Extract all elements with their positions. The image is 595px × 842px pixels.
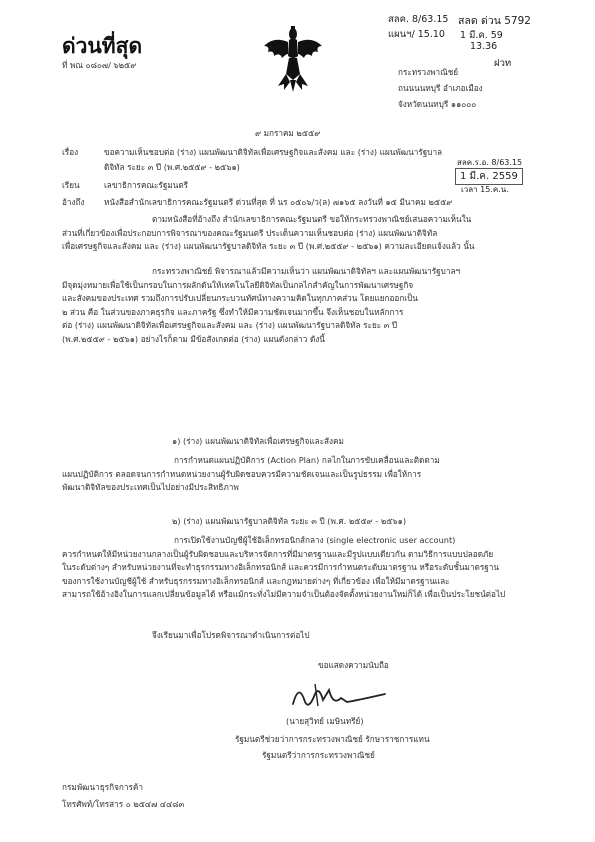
handwritten-note-left-1: สลค. 8/63.15	[388, 14, 449, 25]
paragraph-4-line: ในระดับต่างๆ สำหรับหน่วยงานที่จะทำธุรกรรมทางอิเล็กทรอนิกส์ และควรมีการกำหนดระดับมาตรฐาน หรือระดับชั้นมาตรฐาน	[62, 562, 499, 573]
paragraph-2-line: ต่อ (ร่าง) แผนพัฒนาดิจิทัลเพื่อเศรษฐกิจและสังคม และ (ร่าง) แผนพัฒนารัฐบาลดิจิทัล ระยะ ๓ ปี	[62, 320, 398, 331]
paragraph-2-line: (พ.ศ.๒๕๕๙ - ๒๕๖๑) อย่างไรก็ตาม มีข้อสังเกตต่อ (ร่าง) แผนดังกล่าว ดังนี้	[62, 333, 325, 344]
paragraph-3-line: แผนปฏิบัติการ ตลอดจนการกำหนดหน่วยงานผู้รับผิดชอบควรมีความชัดเจนและเป็นรูปธรรม เพื่อให้การ	[62, 468, 422, 479]
document-date: ๙ มกราคม ๒๕๕๙	[255, 128, 321, 138]
handwritten-note-right-4: ฝวท	[494, 58, 512, 69]
reference-label: อ้างถึง	[62, 197, 85, 207]
salutation: ขอแสดงความนับถือ	[318, 660, 389, 670]
stamp-line-1: สลค.ร.อ. 8/63.15	[457, 158, 523, 167]
handwritten-note-right-1: สลด ด่วน 5792	[458, 15, 531, 27]
paragraph-2-line: มีจุดมุ่งหมายเพื่อใช้เป็นกรอบในการผลักดันให้เทคโนโลยีดิจิทัลเป็นกลไกสำคัญในการพัฒนาเศรษฐกิจ	[62, 279, 414, 290]
section-2-title: ๒) (ร่าง) แผนพัฒนารัฐบาลดิจิทัล ระยะ ๓ ปี (พ.ศ. ๒๕๕๙ - ๒๕๖๑)	[172, 516, 407, 526]
paragraph-1	[62, 213, 532, 254]
paragraph-4	[62, 534, 532, 602]
garuda-emblem-icon	[262, 24, 324, 94]
paragraph-2	[62, 265, 532, 347]
handwritten-note-left-2: แผนฯ/ 15.10	[388, 29, 445, 40]
paragraph-3-line: การกำหนดแผนปฏิบัติการ (Action Plan) กลไกในการขับเคลื่อนและติดตาม	[174, 455, 440, 465]
document-number: ที่ พณ ๐๘๐๗/ ๖๒๕๙	[62, 60, 137, 70]
paragraph-1-line: ตามหนังสือที่อ้างถึง สำนักเลขาธิการคณะรัฐมนตรี ขอให้กระทรวงพาณิชย์เสนอความเห็นใน	[152, 214, 472, 224]
sender-line-3: จังหวัดนนทบุรี ๑๑๐๐๐	[398, 99, 477, 109]
paragraph-2-line: กระทรวงพาณิชย์ พิจารณาแล้วมีความเห็นว่า แผนพัฒนาดิจิทัลฯ และแผนพัฒนารัฐบาลฯ	[152, 266, 461, 276]
reference-value: หนังสือสำนักเลขาธิการคณะรัฐมนตรี ด่วนที่สุด ที่ นร ๐๕๐๖/ว(ล) ๗๑๖๕ ลงวันที่ ๑๕ มีนาคม ๒๕๕๙	[104, 197, 453, 207]
section-1-title: ๑) (ร่าง) แผนพัฒนาดิจิทัลเพื่อเศรษฐกิจและสังคม	[172, 436, 344, 446]
paragraph-2-line: และสังคมของประเทศ รวมถึงการปรับเปลี่ยนกระบวนทัศน์ทางความคิดในทุกภาคส่วน โดยแยกออกเป็น	[62, 293, 418, 304]
paragraph-1-line: เพื่อเศรษฐกิจและสังคม และ (ร่าง) แผนพัฒนารัฐบาลดิจิทัล ระยะ ๓ ปี (พ.ศ.๒๕๕๙ - ๒๕๖๑) ความละเอียดแจ้งแล้ว นั้น	[62, 241, 475, 252]
closing-line: จึงเรียนมาเพื่อโปรดพิจารณาดำเนินการต่อไป	[152, 630, 310, 640]
paragraph-3	[62, 454, 532, 495]
subject-line-1: ขอความเห็นชอบต่อ (ร่าง) แผนพัฒนาดิจิทัลเพื่อเศรษฐกิจและสังคม และ (ร่าง) แผนพัฒนารัฐบาล	[104, 147, 443, 157]
paragraph-4-line: ของการใช้งานบัญชีผู้ใช้ สำหรับธุรกรรมทางอิเล็กทรอนิกส์ และกฎหมายต่างๆ ที่เกี่ยวข้อง เพื่อให้มีมาตรฐานและ	[62, 575, 450, 586]
receipt-stamp	[455, 156, 575, 196]
sender-line-1: กระทรวงพาณิชย์	[398, 67, 459, 77]
to-label: เรียน	[62, 180, 80, 190]
sender-line-2: ถนนนนทบุรี อำเภอเมือง	[398, 83, 483, 93]
urgency-label: ด่วนที่สุด	[62, 34, 143, 58]
subject-label: เรื่อง	[62, 147, 79, 157]
paragraph-4-line: สามารถใช้อ้างอิงในการแลกเปลี่ยนข้อมูลได้ หรือแม้กระทั่งไม่มีความจำเป็นต้องจัดตั้งหน่วยงานใหม่ก็ได้ เพื่อเป็นประโยชน์ต่อไป	[62, 589, 506, 600]
handwritten-note-right-2: 1 มี.ค. 59	[460, 30, 503, 41]
to-value: เลขาธิการคณะรัฐมนตรี	[104, 180, 189, 190]
stamp-line-2: 1 มี.ค. 2559	[455, 168, 523, 185]
footer-phone: โทรศัพท์/โทรสาร ๐ ๒๕๔๗ ๔๔๘๓	[62, 799, 185, 809]
subject-line-2: ดิจิทัล ระยะ ๓ ปี (พ.ศ.๒๕๕๙ - ๒๕๖๑)	[104, 162, 240, 172]
handwritten-signature-icon	[285, 676, 395, 716]
paragraph-4-line: การเปิดใช้งานบัญชีผู้ใช้อิเล็กทรอนิกส์กลาง (single electronic user account)	[174, 535, 456, 545]
paragraph-4-line: ควรกำหนดให้มีหน่วยงานกลางเป็นผู้รับผิดชอบและบริหารจัดการที่มีมาตรฐานและมีรูปแบบเดียวกัน ตามวิธีการแบบปลอดภัย	[62, 548, 494, 559]
paragraph-3-line: พัฒนาดิจิทัลของประเทศเป็นไปอย่างมีประสิทธิภาพ	[62, 482, 239, 493]
paragraph-1-line: ส่วนที่เกี่ยวข้องเพื่อประกอบการพิจารณาของคณะรัฐมนตรี ประเด็นความเห็นชอบต่อ (ร่าง) แผนพัฒนาดิจิทัล	[62, 227, 438, 238]
footer-department: กรมพัฒนาธุรกิจการค้า	[62, 782, 143, 792]
stamp-line-3: เวลา 15.ค.น.	[461, 185, 509, 194]
paragraph-2-line: ๒ ส่วน คือ ในส่วนของภาคธุรกิจ และภาครัฐ ซึ่งทำให้มีความชัดเจนมากขึ้น จึงเห็นชอบในหลักการ	[62, 306, 404, 317]
signer-title-2: รัฐมนตรีว่าการกระทรวงพาณิชย์	[262, 750, 375, 760]
signer-title-1: รัฐมนตรีช่วยว่าการกระทรวงพาณิชย์ รักษาราชการแทน	[235, 734, 430, 744]
handwritten-note-right-3: 13.36	[470, 41, 498, 52]
signer-name: (นายสุวิทย์ เมษินทรีย์)	[286, 716, 364, 726]
